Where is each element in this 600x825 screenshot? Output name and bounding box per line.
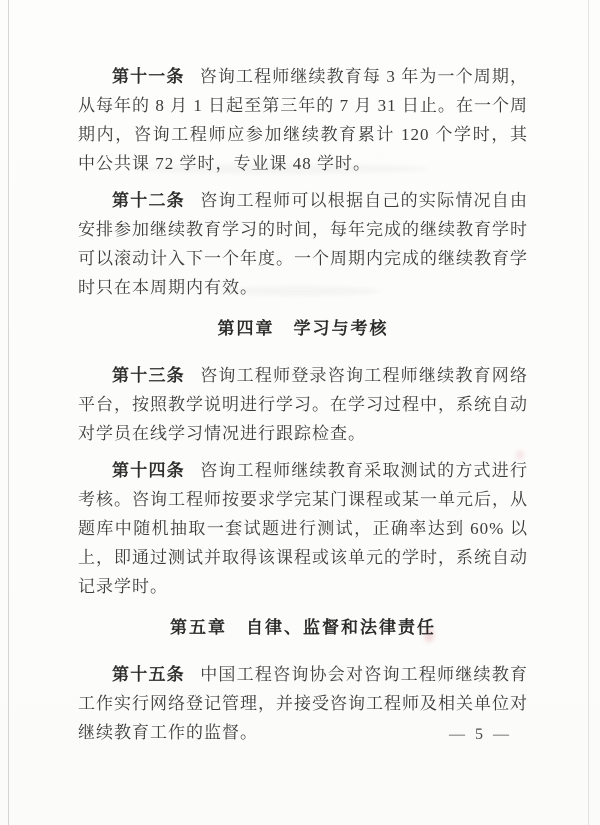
scan-edge-left-line xyxy=(8,0,9,825)
article-14-paragraph xyxy=(78,456,528,601)
article-12-paragraph xyxy=(78,186,528,302)
article-15-text: 中国工程咨询协会对咨询工程师继续教育工作实行网络登记管理，并接受咨询工程师及相关单位对继续教育工作的监督。 xyxy=(78,665,529,742)
document-body xyxy=(78,62,528,755)
article-13-number: 第十三条 xyxy=(112,366,185,385)
chapter-5-heading: 第五章 自律、监督和法律责任 xyxy=(170,618,436,637)
article-11-text: 咨询工程师继续教育每 3 年为一个周期，从每年的 8 月 1 日起至第三年的 7 月 31 日止。在一个周期内，咨询工程师应参加继续教育累计 120 个学时，其中公共课 72 学时，专业课 48 学时。 xyxy=(78,67,529,173)
chapter-4-heading: 第四章 学习与考核 xyxy=(217,319,389,338)
article-14-text: 咨询工程师继续教育采取测试的方式进行考核。咨询工程师按要求学完某门课程或某一单元后，从题库中随机抽取一套试题进行测试，正确率达到 60% 以上，即通过测试并取得该课程或该单元的学时，系统自动记录学时。 xyxy=(78,461,529,596)
article-13-paragraph xyxy=(78,361,528,448)
article-12-text: 咨询工程师可以根据自己的实际情况自由安排参加继续教育学习的时间，每年完成的继续教育学时可以滚动计入下一个年度。一个周期内完成的继续教育学时只在本周期内有效。 xyxy=(78,191,529,297)
article-11-number: 第十一条 xyxy=(112,67,185,86)
article-11-paragraph xyxy=(78,62,528,178)
article-14-number: 第十四条 xyxy=(112,461,185,480)
article-13-text: 咨询工程师登录咨询工程师继续教育网络平台，按照教学说明进行学习。在学习过程中，系统自动对学员在线学习情况进行跟踪检查。 xyxy=(78,366,529,443)
page-number: — 5 — xyxy=(449,726,512,743)
article-15-number: 第十五条 xyxy=(112,665,185,684)
scan-edge-right-line xyxy=(588,0,589,825)
article-12-number: 第十二条 xyxy=(112,191,185,210)
